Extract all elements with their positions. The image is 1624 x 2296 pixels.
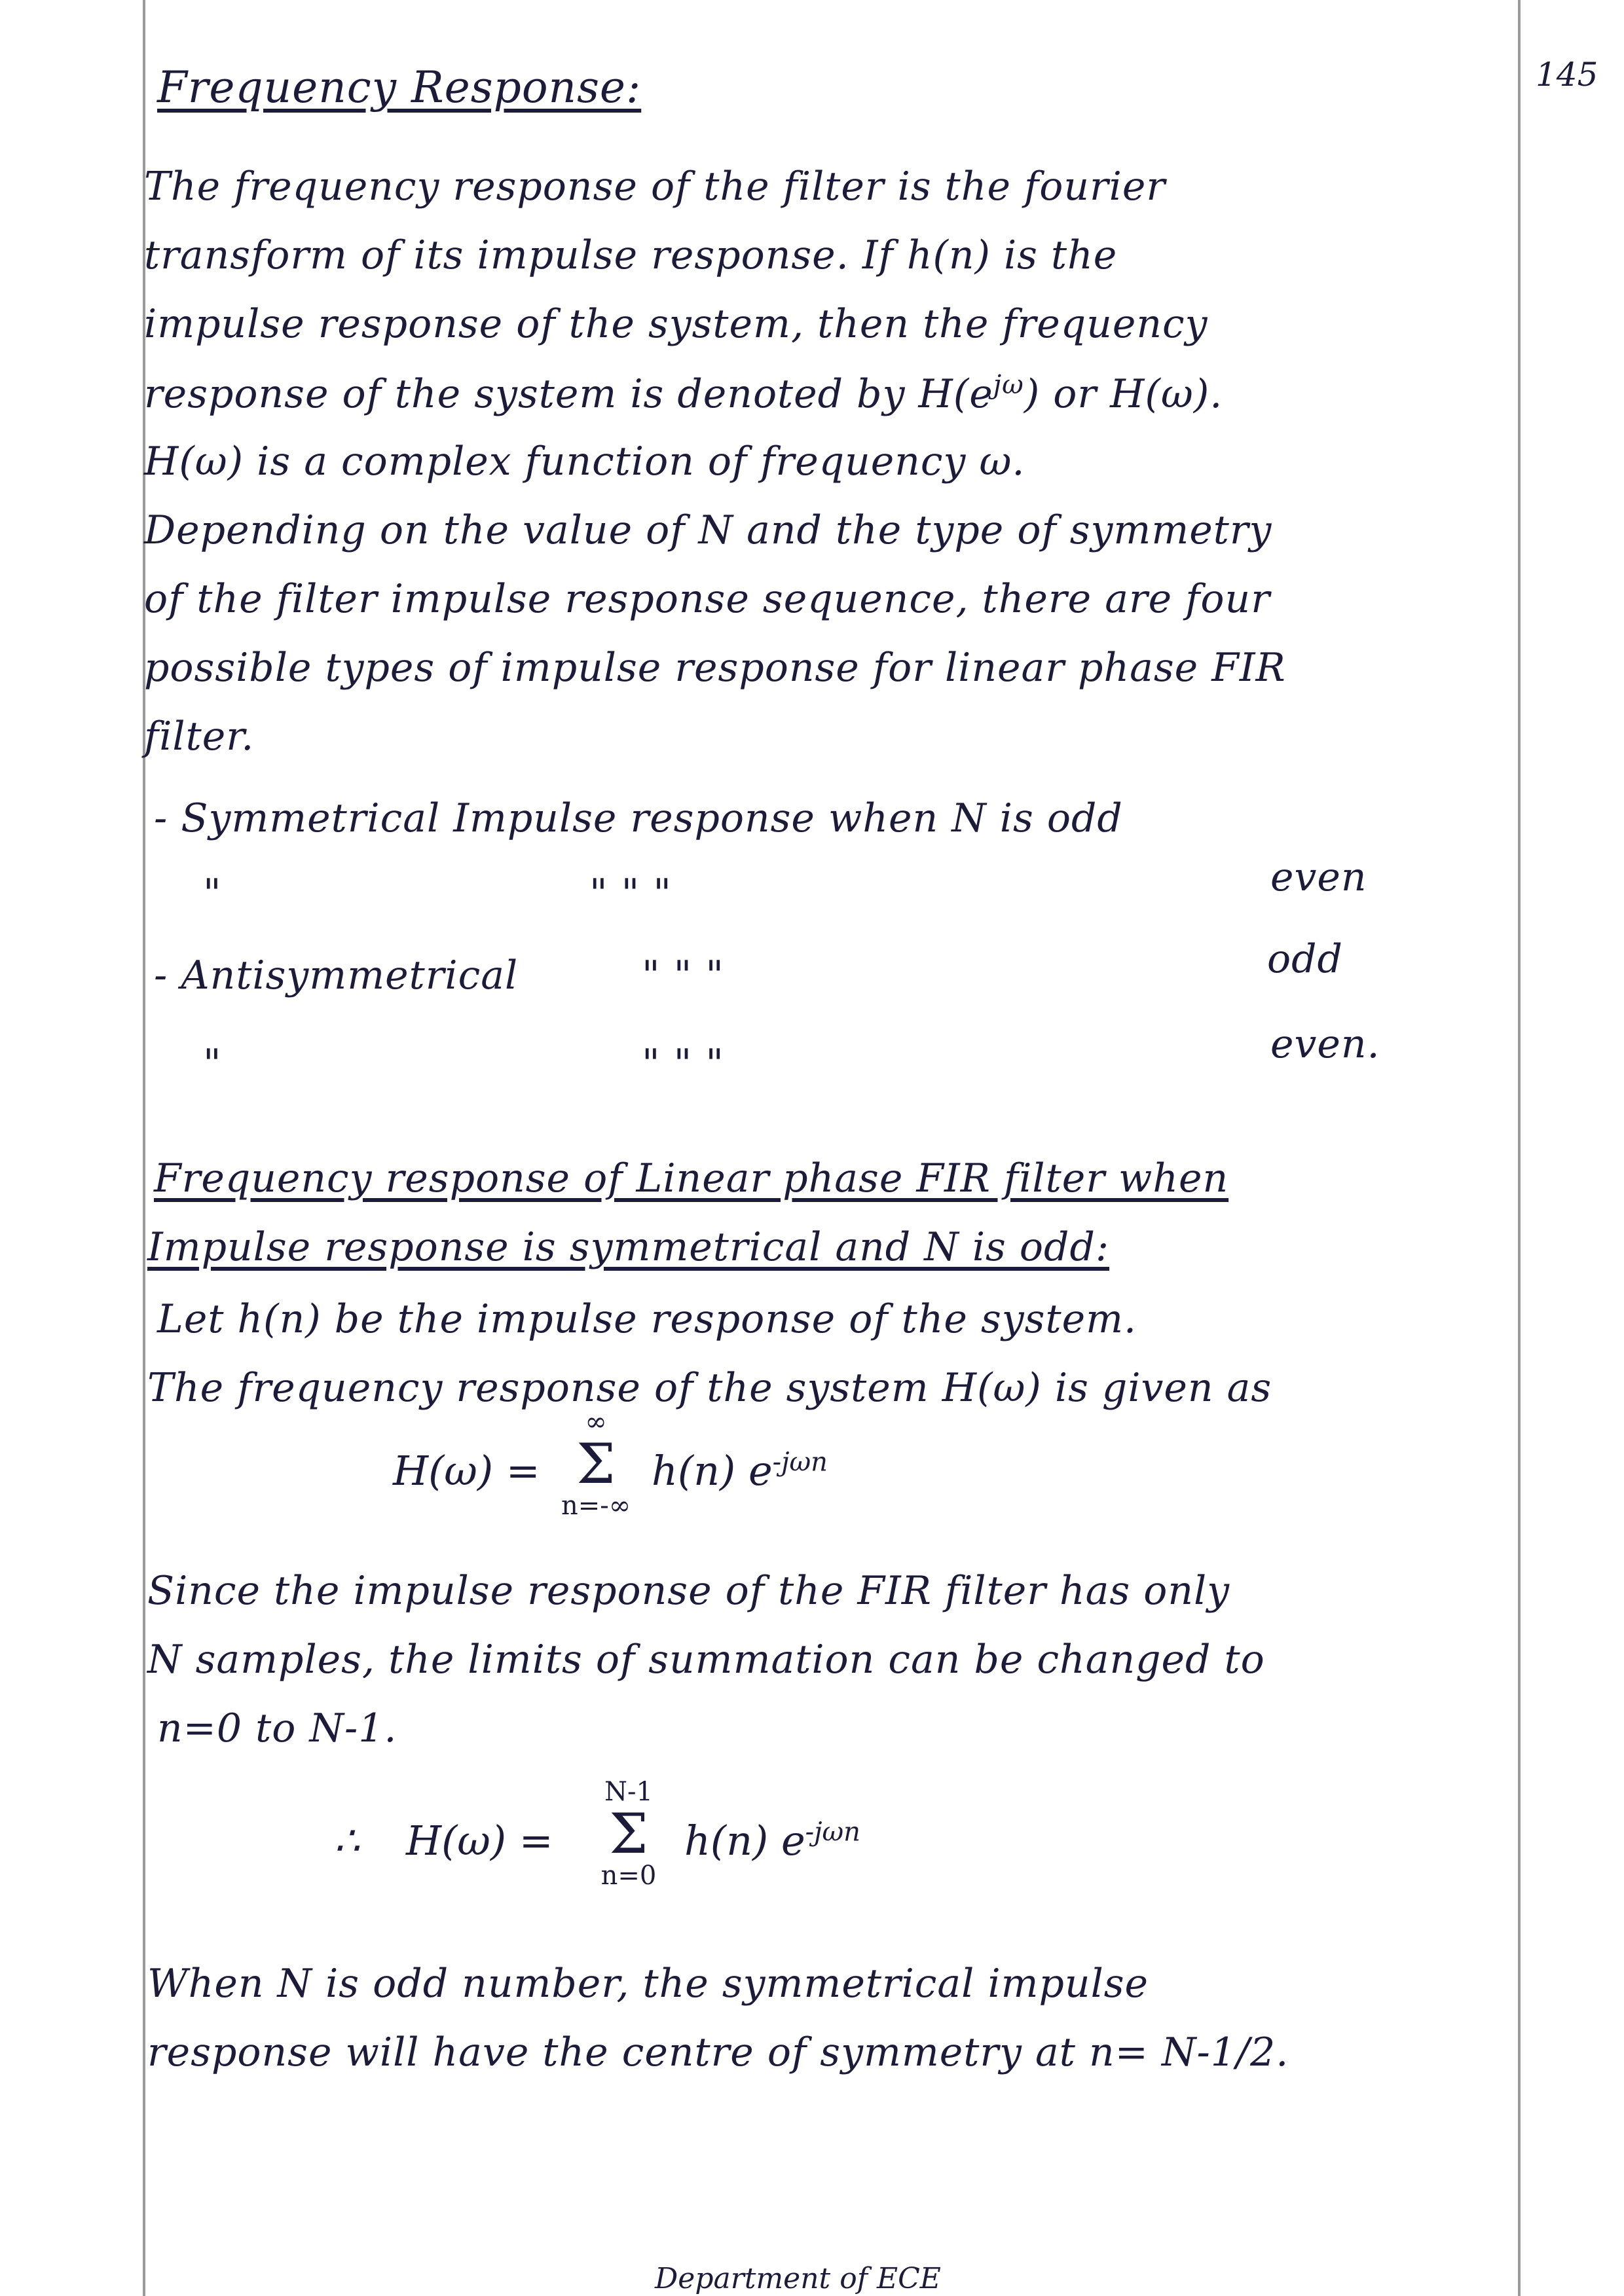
eq1-term: h(n) $e^{-j\omega n}$ [652, 1447, 828, 1495]
eq2-sum [589, 1777, 668, 1890]
type4-ditto: " [203, 1041, 222, 1087]
type2-ditto: " [203, 871, 222, 917]
eq2-sigma: Σ [609, 1802, 648, 1866]
para1-line4: response of the system is denoted by $H(e^{j\omega})$ or H(ω). [144, 370, 1223, 417]
para1-line9: filter. [144, 714, 255, 759]
eq1-lhs: H(ω) = [393, 1447, 540, 1495]
eq1-sum [557, 1408, 635, 1520]
para1-line6: Depending on the value of N and the type of symmetry [144, 507, 1272, 553]
eq1-upper-limit: ∞ [585, 1407, 607, 1437]
para1-line3: impulse response of the system, then the frequency [144, 301, 1208, 347]
para3-line3: n=0 to N-1. [157, 1705, 397, 1751]
heading2-line2: Impulse response is symmetrical and N is odd: [147, 1224, 1110, 1270]
type3-antisymmetrical: - Antisymmetrical [154, 953, 519, 998]
para1-line5: H(ω) is a complex function of frequency ω. [144, 439, 1025, 484]
eq1-sigma: Σ [576, 1432, 616, 1496]
type2-marks: " " " [589, 871, 672, 917]
eq2-therefore: ∴ [334, 1817, 360, 1865]
heading-frequency-response: Frequency Response: [157, 62, 642, 113]
eq2-lhs: H(ω) = [406, 1817, 553, 1865]
heading2-line1: Frequency response of Linear phase FIR filter when [154, 1156, 1229, 1201]
type3-parity: odd [1267, 936, 1343, 982]
eq2-upper-limit: N-1 [604, 1777, 653, 1807]
type2-parity: even [1270, 854, 1367, 900]
type3-marks: " " " [642, 953, 724, 998]
para4-line1: When N is odd number, the symmetrical impulse [147, 1961, 1149, 2007]
type-symmetrical-odd: - Symmetrical Impulse response when N is odd [154, 795, 1123, 841]
page-number: 145 [1536, 56, 1598, 94]
eq2-term: h(n) $e^{-j\omega n}$ [684, 1817, 860, 1865]
para3-line1: Since the impulse response of the FIR filter has only [147, 1568, 1230, 1614]
para2-line2: The frequency response of the system H(ω) is given as [147, 1365, 1272, 1411]
eq1-lower-limit: n=-∞ [561, 1491, 631, 1521]
para1-line2: transform of its impulse response. If h(n) is the [144, 232, 1118, 278]
type4-parity: even. [1270, 1021, 1380, 1067]
para1-line7: of the filter impulse response sequence, there are four [144, 576, 1270, 622]
para2-line1: Let h(n) be the impulse response of the system. [157, 1296, 1137, 1342]
margin-rule-right [1518, 0, 1521, 2296]
para1-line1: The frequency response of the filter is the fourier [144, 164, 1166, 210]
type4-marks: " " " [642, 1041, 724, 1087]
footer-department: Department of ECE [655, 2262, 941, 2295]
eq2-lower-limit: n=0 [600, 1861, 657, 1891]
para4-line2: response will have the centre of symmetry at n= N-1/2. [147, 2030, 1289, 2075]
para3-line2: N samples, the limits of summation can be changed to [147, 1637, 1265, 1683]
para1-line8: possible types of impulse response for linear phase FIR [144, 645, 1286, 691]
